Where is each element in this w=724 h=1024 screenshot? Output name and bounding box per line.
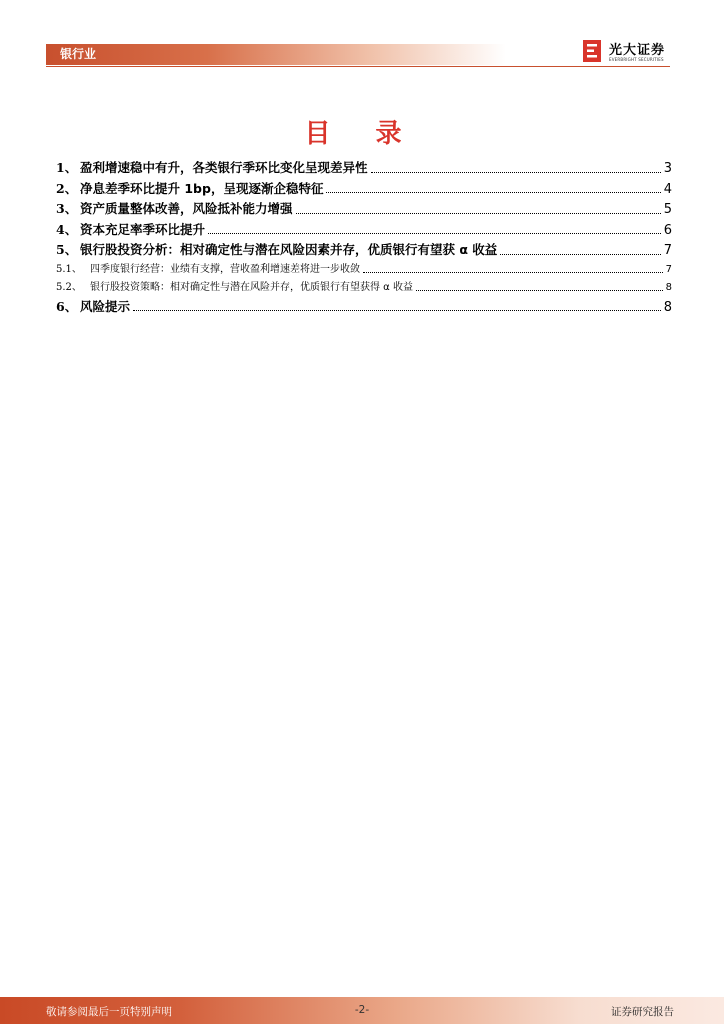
- company-logo: [583, 38, 673, 66]
- toc-entry-text: 净息差季环比提升 1bp，呈现逐渐企稳特征: [80, 180, 324, 196]
- toc-entry-page: 4: [663, 181, 672, 197]
- toc-leader-dots: [208, 233, 661, 234]
- toc-entry-text: 盈利增速稳中有升，各类银行季环比变化呈现差异性: [80, 160, 368, 175]
- toc-entry-text: 四季度银行经营：业绩有支撑，营收盈利增速差将进一步收敛: [90, 263, 360, 275]
- logo-icon: [583, 40, 601, 62]
- toc-entry[interactable]: [56, 179, 672, 200]
- toc-subentry[interactable]: [56, 261, 672, 279]
- toc-entry-number: 5.1、: [56, 263, 82, 275]
- toc-leader-dots: [500, 254, 660, 255]
- footer-disclaimer: 敬请参阅最后一页特别声明: [46, 1006, 172, 1018]
- logo-text-cn: 光大证券: [609, 43, 666, 58]
- toc-entry-text: 资本充足率季环比提升: [80, 221, 206, 237]
- header-divider: [46, 66, 670, 67]
- toc-entry-number: 3、: [56, 201, 78, 216]
- toc-leader-dots: [296, 213, 661, 214]
- header-band: [46, 44, 506, 65]
- toc-entry-page: 6: [663, 222, 672, 238]
- toc-leader-dots: [133, 310, 661, 311]
- toc-entry-text: 资产质量整体改善，风险抵补能力增强: [80, 201, 293, 216]
- toc-entry[interactable]: [56, 158, 672, 179]
- toc-entry[interactable]: [56, 199, 672, 220]
- toc-entry[interactable]: [56, 220, 672, 241]
- toc-entry-number: 5、: [56, 242, 78, 257]
- toc-subentry[interactable]: [56, 279, 672, 297]
- toc-title: 目 录: [304, 119, 420, 149]
- toc-entry-page: 3: [663, 161, 672, 176]
- toc-entry-page: 7: [665, 263, 672, 275]
- toc-leader-dots: [363, 272, 663, 273]
- logo-text-en: EVERBRIGHT SECURITIES: [609, 57, 664, 62]
- toc-entry-text: 银行股投资策略：相对确定性与潜在风险并存，优质银行有望获得 α 收益: [90, 281, 413, 293]
- toc-entry-page: 5: [663, 202, 672, 217]
- toc-entry-text: 风险提示: [80, 298, 131, 314]
- toc-entry-text: 银行股投资分析：相对确定性与潜在风险因素并存，优质银行有望获 α 收益: [80, 242, 498, 257]
- toc-entry-number: 4、: [56, 221, 78, 237]
- toc-entry-page: 7: [663, 243, 672, 258]
- toc-entry-number: 2、: [56, 180, 78, 196]
- footer-report-type: 证券研究报告: [611, 1006, 674, 1018]
- toc-leader-dots: [326, 192, 660, 193]
- section-label: 银行业: [60, 47, 97, 61]
- page-number: -2-: [354, 1004, 370, 1016]
- toc-entry[interactable]: [56, 297, 672, 318]
- toc-entry[interactable]: [56, 240, 672, 261]
- toc-entry-page: 8: [665, 281, 672, 293]
- toc-entry-number: 6、: [56, 298, 78, 314]
- toc-leader-dots: [371, 172, 661, 173]
- toc-entry-number: 1、: [56, 160, 78, 175]
- table-of-contents: [56, 158, 672, 317]
- toc-entry-number: 5.2、: [56, 281, 82, 293]
- toc-leader-dots: [416, 290, 663, 291]
- toc-entry-page: 8: [663, 299, 672, 315]
